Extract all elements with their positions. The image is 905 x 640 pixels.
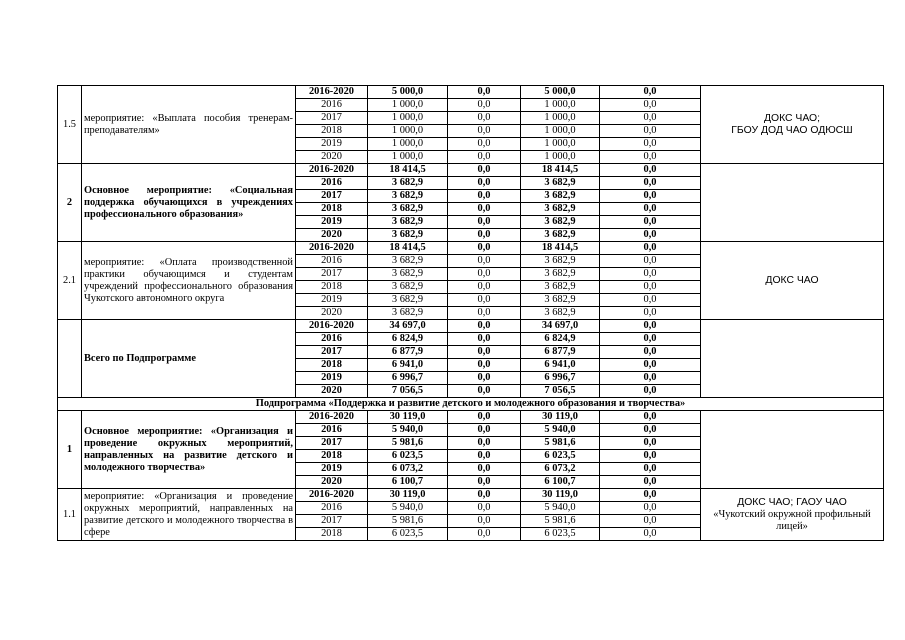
year-cell: 2018 — [296, 203, 368, 216]
executor-line: ДОКС ЧАО — [765, 274, 819, 286]
total-cell: 5 981,6 — [368, 437, 448, 450]
row-index: 2 — [58, 164, 82, 242]
regional-cell: 3 682,9 — [521, 177, 600, 190]
regional-cell: 5 981,6 — [521, 515, 600, 528]
regional-cell: 6 100,7 — [521, 476, 600, 489]
year-cell: 2019 — [296, 294, 368, 307]
federal-cell: 0,0 — [448, 476, 521, 489]
federal-cell: 0,0 — [448, 125, 521, 138]
federal-cell: 0,0 — [448, 190, 521, 203]
federal-cell: 0,0 — [448, 229, 521, 242]
executor-cell — [701, 86, 884, 164]
other-cell: 0,0 — [600, 125, 701, 138]
total-cell: 1 000,0 — [368, 125, 448, 138]
subprogram-title: Подпрограмма «Поддержка и развитие детского и молодежного образования и творчества» — [58, 398, 884, 411]
total-cell: 7 056,5 — [368, 385, 448, 398]
year-cell: 2017 — [296, 268, 368, 281]
federal-cell: 0,0 — [448, 112, 521, 125]
federal-cell: 0,0 — [448, 359, 521, 372]
regional-cell: 5 940,0 — [521, 424, 600, 437]
regional-cell: 30 119,0 — [521, 411, 600, 424]
federal-cell: 0,0 — [448, 294, 521, 307]
year-cell: 2017 — [296, 437, 368, 450]
executor-cell — [701, 164, 884, 242]
total-cell: 3 682,9 — [368, 268, 448, 281]
table-row — [58, 320, 884, 333]
total-cell: 1 000,0 — [368, 99, 448, 112]
total-cell: 3 682,9 — [368, 307, 448, 320]
other-cell: 0,0 — [600, 502, 701, 515]
federal-cell: 0,0 — [448, 346, 521, 359]
other-cell: 0,0 — [600, 294, 701, 307]
activity-name: мероприятие: «Оплата производственной практики обучающимся и студентам учреждений профессионального образования Чукотского автономного округа — [82, 242, 296, 320]
other-cell: 0,0 — [600, 450, 701, 463]
other-cell: 0,0 — [600, 489, 701, 502]
federal-cell: 0,0 — [448, 281, 521, 294]
year-cell: 2020 — [296, 307, 368, 320]
year-cell: 2016 — [296, 255, 368, 268]
table-row — [58, 411, 884, 424]
year-cell: 2017 — [296, 112, 368, 125]
regional-cell: 6 023,5 — [521, 450, 600, 463]
regional-cell: 3 682,9 — [521, 281, 600, 294]
total-cell: 3 682,9 — [368, 190, 448, 203]
year-cell: 2020 — [296, 151, 368, 164]
federal-cell: 0,0 — [448, 86, 521, 99]
executor-line: ГБОУ ДОД ЧАО ОДЮСШ — [731, 124, 853, 136]
other-cell: 0,0 — [600, 86, 701, 99]
total-cell: 6 100,7 — [368, 476, 448, 489]
regional-cell: 6 877,9 — [521, 346, 600, 359]
other-cell: 0,0 — [600, 229, 701, 242]
regional-cell: 18 414,5 — [521, 242, 600, 255]
federal-cell: 0,0 — [448, 307, 521, 320]
year-cell: 2019 — [296, 372, 368, 385]
total-cell: 3 682,9 — [368, 229, 448, 242]
other-cell: 0,0 — [600, 99, 701, 112]
regional-cell: 30 119,0 — [521, 489, 600, 502]
year-cell: 2016 — [296, 333, 368, 346]
federal-cell: 0,0 — [448, 528, 521, 541]
regional-cell: 3 682,9 — [521, 203, 600, 216]
total-cell: 18 414,5 — [368, 242, 448, 255]
regional-cell: 5 981,6 — [521, 437, 600, 450]
other-cell: 0,0 — [600, 281, 701, 294]
total-cell: 30 119,0 — [368, 489, 448, 502]
row-index: 1 — [58, 411, 82, 489]
subprogram-header-row — [58, 398, 884, 411]
other-cell: 0,0 — [600, 424, 701, 437]
total-cell: 3 682,9 — [368, 177, 448, 190]
federal-cell: 0,0 — [448, 242, 521, 255]
federal-cell: 0,0 — [448, 138, 521, 151]
year-cell: 2016-2020 — [296, 86, 368, 99]
year-cell: 2018 — [296, 359, 368, 372]
total-cell: 6 941,0 — [368, 359, 448, 372]
total-cell: 3 682,9 — [368, 203, 448, 216]
activity-name: мероприятие: «Организация и проведение окружных мероприятий, направленных на развитие детского и молодежного творчества в сфере — [82, 489, 296, 541]
regional-cell: 1 000,0 — [521, 151, 600, 164]
regional-cell: 6 941,0 — [521, 359, 600, 372]
total-cell: 6 023,5 — [368, 528, 448, 541]
federal-cell: 0,0 — [448, 463, 521, 476]
regional-cell: 5 000,0 — [521, 86, 600, 99]
year-cell: 2020 — [296, 229, 368, 242]
federal-cell: 0,0 — [448, 372, 521, 385]
table-row — [58, 242, 884, 255]
regional-cell: 3 682,9 — [521, 294, 600, 307]
regional-cell: 3 682,9 — [521, 307, 600, 320]
other-cell: 0,0 — [600, 177, 701, 190]
federal-cell: 0,0 — [448, 320, 521, 333]
other-cell: 0,0 — [600, 372, 701, 385]
activity-name: Основное мероприятие: «Социальная поддержка обучающихся в учреждениях профессионального образования» — [82, 164, 296, 242]
activity-name: мероприятие: «Выплата пособия тренерам-преподавателям» — [82, 86, 296, 164]
regional-cell: 5 940,0 — [521, 502, 600, 515]
year-cell: 2019 — [296, 138, 368, 151]
total-cell: 1 000,0 — [368, 138, 448, 151]
other-cell: 0,0 — [600, 476, 701, 489]
activity-name: Всего по Подпрограмме — [82, 320, 296, 398]
year-cell: 2016-2020 — [296, 320, 368, 333]
total-cell: 6 073,2 — [368, 463, 448, 476]
executor-cell — [701, 411, 884, 489]
other-cell: 0,0 — [600, 164, 701, 177]
year-cell: 2020 — [296, 476, 368, 489]
executor-line: «Чукотский окружной профильный лицей» — [713, 508, 871, 532]
regional-cell: 6 824,9 — [521, 333, 600, 346]
other-cell: 0,0 — [600, 242, 701, 255]
regional-cell: 6 996,7 — [521, 372, 600, 385]
federal-cell: 0,0 — [448, 450, 521, 463]
federal-cell: 0,0 — [448, 99, 521, 112]
total-cell: 3 682,9 — [368, 294, 448, 307]
other-cell: 0,0 — [600, 112, 701, 125]
federal-cell: 0,0 — [448, 424, 521, 437]
total-cell: 3 682,9 — [368, 281, 448, 294]
total-cell: 5 981,6 — [368, 515, 448, 528]
table-row — [58, 164, 884, 177]
other-cell: 0,0 — [600, 385, 701, 398]
row-index: 2.1 — [58, 242, 82, 320]
executor-cell — [701, 489, 884, 541]
year-cell: 2017 — [296, 190, 368, 203]
other-cell: 0,0 — [600, 216, 701, 229]
regional-cell: 3 682,9 — [521, 190, 600, 203]
other-cell: 0,0 — [600, 320, 701, 333]
federal-cell: 0,0 — [448, 502, 521, 515]
total-cell: 18 414,5 — [368, 164, 448, 177]
year-cell: 2016-2020 — [296, 411, 368, 424]
other-cell: 0,0 — [600, 203, 701, 216]
year-cell: 2018 — [296, 125, 368, 138]
other-cell: 0,0 — [600, 255, 701, 268]
table-row — [58, 86, 884, 99]
other-cell: 0,0 — [600, 190, 701, 203]
federal-cell: 0,0 — [448, 437, 521, 450]
federal-cell: 0,0 — [448, 268, 521, 281]
regional-cell: 6 023,5 — [521, 528, 600, 541]
federal-cell: 0,0 — [448, 489, 521, 502]
regional-cell: 18 414,5 — [521, 164, 600, 177]
executor-line: ДОКС ЧАО; ГАОУ ЧАО — [737, 496, 847, 508]
year-cell: 2016 — [296, 177, 368, 190]
other-cell: 0,0 — [600, 515, 701, 528]
other-cell: 0,0 — [600, 463, 701, 476]
row-index: 1.5 — [58, 86, 82, 164]
activity-name: Основное мероприятие: «Организация и проведение окружных мероприятий, направленных на развитие детского и молодежного творчества» — [82, 411, 296, 489]
total-cell: 1 000,0 — [368, 112, 448, 125]
executor-cell — [701, 320, 884, 398]
year-cell: 2016 — [296, 424, 368, 437]
other-cell: 0,0 — [600, 346, 701, 359]
regional-cell: 34 697,0 — [521, 320, 600, 333]
other-cell: 0,0 — [600, 333, 701, 346]
regional-cell: 1 000,0 — [521, 125, 600, 138]
year-cell: 2016 — [296, 502, 368, 515]
year-cell: 2016-2020 — [296, 489, 368, 502]
total-cell: 3 682,9 — [368, 255, 448, 268]
other-cell: 0,0 — [600, 307, 701, 320]
federal-cell: 0,0 — [448, 203, 521, 216]
other-cell: 0,0 — [600, 138, 701, 151]
row-index — [58, 320, 82, 398]
budget-table — [57, 85, 884, 541]
year-cell: 2018 — [296, 450, 368, 463]
other-cell: 0,0 — [600, 528, 701, 541]
federal-cell: 0,0 — [448, 216, 521, 229]
regional-cell: 1 000,0 — [521, 112, 600, 125]
year-cell: 2018 — [296, 281, 368, 294]
total-cell: 5 000,0 — [368, 86, 448, 99]
federal-cell: 0,0 — [448, 255, 521, 268]
regional-cell: 3 682,9 — [521, 216, 600, 229]
regional-cell: 3 682,9 — [521, 229, 600, 242]
row-index: 1.1 — [58, 489, 82, 541]
other-cell: 0,0 — [600, 411, 701, 424]
regional-cell: 6 073,2 — [521, 463, 600, 476]
regional-cell: 1 000,0 — [521, 99, 600, 112]
regional-cell: 7 056,5 — [521, 385, 600, 398]
year-cell: 2019 — [296, 216, 368, 229]
total-cell: 30 119,0 — [368, 411, 448, 424]
total-cell: 6 996,7 — [368, 372, 448, 385]
total-cell: 3 682,9 — [368, 216, 448, 229]
regional-cell: 1 000,0 — [521, 138, 600, 151]
other-cell: 0,0 — [600, 359, 701, 372]
total-cell: 6 824,9 — [368, 333, 448, 346]
federal-cell: 0,0 — [448, 385, 521, 398]
year-cell: 2019 — [296, 463, 368, 476]
regional-cell: 3 682,9 — [521, 255, 600, 268]
year-cell: 2017 — [296, 346, 368, 359]
regional-cell: 3 682,9 — [521, 268, 600, 281]
executor-cell — [701, 242, 884, 320]
table-row — [58, 489, 884, 502]
year-cell: 2016-2020 — [296, 242, 368, 255]
total-cell: 5 940,0 — [368, 424, 448, 437]
federal-cell: 0,0 — [448, 164, 521, 177]
federal-cell: 0,0 — [448, 411, 521, 424]
year-cell: 2016 — [296, 99, 368, 112]
federal-cell: 0,0 — [448, 177, 521, 190]
other-cell: 0,0 — [600, 437, 701, 450]
year-cell: 2016-2020 — [296, 164, 368, 177]
year-cell: 2018 — [296, 528, 368, 541]
federal-cell: 0,0 — [448, 151, 521, 164]
total-cell: 5 940,0 — [368, 502, 448, 515]
total-cell: 6 023,5 — [368, 450, 448, 463]
executor-line: ДОКС ЧАО; — [763, 112, 821, 124]
year-cell: 2020 — [296, 385, 368, 398]
other-cell: 0,0 — [600, 151, 701, 164]
year-cell: 2017 — [296, 515, 368, 528]
other-cell: 0,0 — [600, 268, 701, 281]
total-cell: 34 697,0 — [368, 320, 448, 333]
federal-cell: 0,0 — [448, 515, 521, 528]
total-cell: 6 877,9 — [368, 346, 448, 359]
federal-cell: 0,0 — [448, 333, 521, 346]
total-cell: 1 000,0 — [368, 151, 448, 164]
